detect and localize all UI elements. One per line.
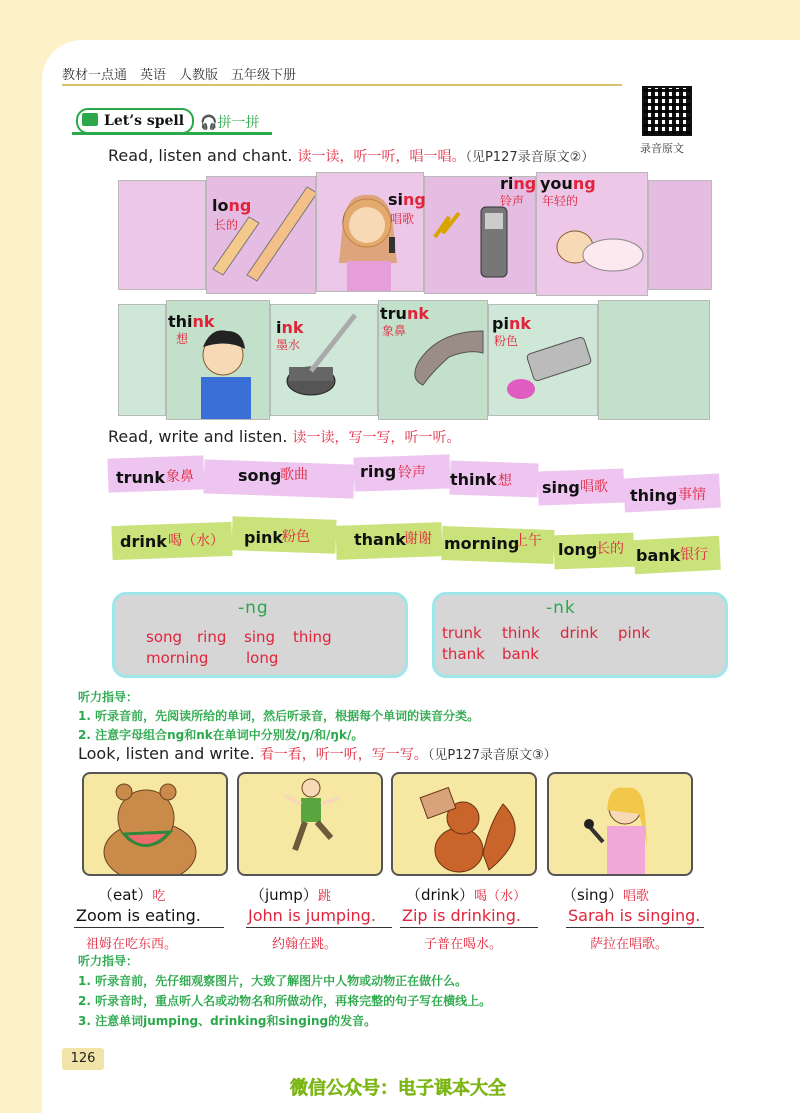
tip-item: 2. 注意字母组合ng和nk在单词中分别发/ŋ/和/ŋk/。 xyxy=(78,728,364,742)
sort-word: thing xyxy=(293,628,332,646)
fold-panel xyxy=(118,180,206,290)
word-cn: 象鼻 xyxy=(166,469,194,485)
sort-word: sing xyxy=(244,628,276,646)
chant-cn: 年轻的 xyxy=(542,194,579,208)
squirrel-drinking-image xyxy=(393,774,535,874)
section-subtitle: 🎧拼一拼 xyxy=(200,115,260,131)
word-cn: 银行 xyxy=(680,547,708,563)
picture-squirrel-drinking xyxy=(391,772,537,876)
headphone-icon: 🎧 xyxy=(200,115,218,131)
sentence-cn: 萨拉在唱歌。 xyxy=(590,937,669,952)
sort-heading-nk: -nk xyxy=(546,598,576,618)
word-bank: bank xyxy=(636,546,681,565)
picture-girl-singing xyxy=(547,772,693,876)
fold-panel xyxy=(598,300,710,420)
chant-instruction: Read, listen and chant. 读一读，听一听，唱一唱。（见P127录音原文②） xyxy=(108,146,595,165)
fold-panel xyxy=(648,180,712,290)
section-title-badge xyxy=(76,108,194,134)
sort-word: morning xyxy=(146,649,209,667)
verb-eat: （eat）吃 xyxy=(98,886,166,904)
tip-item: 1. 听录音前，先仔细观察图片，大致了解图片中人物或动物正在做什么。 xyxy=(78,974,468,988)
bear-eating-image xyxy=(84,774,226,874)
word-cn: 想 xyxy=(498,473,512,489)
picture-boy-jumping xyxy=(237,772,383,876)
word-cn: 长的 xyxy=(596,541,624,557)
chant-cn: 长的 xyxy=(214,218,239,232)
answer-line-3[interactable]: Zip is drinking. xyxy=(400,906,538,928)
girl-singing-mic-image xyxy=(549,774,691,874)
chant-cn: 想 xyxy=(176,332,189,346)
tip-item: 3. 注意单词jumping、drinking和singing的发音。 xyxy=(78,1014,377,1028)
word-pink: pink xyxy=(244,528,283,547)
header-rule xyxy=(62,84,622,86)
look-instruction: Look, listen and write. 看一看，听一听，写一写。（见P127录音原文③） xyxy=(78,744,557,763)
word-thing: thing xyxy=(630,486,678,505)
fold-panel xyxy=(118,304,166,416)
section-title: Let’s spell xyxy=(104,113,185,129)
chant-word-pink: pink xyxy=(492,314,531,333)
verb-drink: （drink）喝（水） xyxy=(406,886,527,904)
word-long: long xyxy=(558,540,598,559)
fold-panel xyxy=(206,176,316,294)
word-cn: 喝（水） xyxy=(168,533,224,549)
word-cn: 铃声 xyxy=(398,465,426,481)
chant-cn: 象鼻 xyxy=(382,324,407,338)
sentence-cn: 祖姆在吃东西。 xyxy=(86,937,178,952)
chant-word-long: long xyxy=(212,196,252,215)
sort-word: bank xyxy=(502,645,539,663)
word-cn: 谢谢 xyxy=(404,531,432,547)
tip-item: 2. 听录音时，重点听人名或动物名和所做动作，再将完整的句子写在横线上。 xyxy=(78,994,492,1008)
qr-label: 录音原文 xyxy=(640,142,684,155)
word-trunk: trunk xyxy=(116,468,165,487)
tips-title: 听力指导： xyxy=(78,954,139,968)
tips-title: 听力指导： xyxy=(78,690,139,704)
chant-cn: 铃声 xyxy=(500,194,525,208)
word-sing: sing xyxy=(542,478,580,497)
verb-jump: （jump）跳 xyxy=(250,886,331,904)
tip-item: 1. 听录音前，先阅读所给的单词，然后听录音，根据每个单词的读音分类。 xyxy=(78,709,480,723)
sort-word: drink xyxy=(560,624,599,642)
footer-watermark: 微信公众号：电子课本大全 xyxy=(290,1078,506,1099)
chant-cn: 粉色 xyxy=(494,334,519,348)
chant-word-ring: ring xyxy=(500,174,537,193)
picture-bear-eating xyxy=(82,772,228,876)
word-cn: 上午 xyxy=(514,533,542,549)
word-song: song xyxy=(238,466,282,485)
book-icon xyxy=(82,113,98,126)
sort-heading-ng: -ng xyxy=(238,598,269,618)
qr-code-icon[interactable] xyxy=(642,86,692,136)
answer-line-4[interactable]: Sarah is singing. xyxy=(566,906,704,928)
sort-word: trunk xyxy=(442,624,482,642)
word-morning: morning xyxy=(444,534,520,553)
chant-word-sing: sing xyxy=(388,190,426,209)
boy-jumping-image xyxy=(239,774,381,874)
chant-word-think: think xyxy=(168,312,215,331)
book-header: 教材一点通 英语 人教版 五年级下册 xyxy=(62,68,297,83)
word-ring: ring xyxy=(360,462,397,481)
write-instruction: Read, write and listen. 读一读，写一写，听一听。 xyxy=(108,427,461,446)
chant-word-young: young xyxy=(540,174,596,193)
word-think: think xyxy=(450,470,497,489)
word-cn: 粉色 xyxy=(282,529,310,545)
word-cn: 事情 xyxy=(678,487,706,503)
sort-word: song xyxy=(146,628,183,646)
chant-word-ink: ink xyxy=(276,318,304,337)
answer-line-1[interactable]: Zoom is eating. xyxy=(74,906,224,928)
word-thank: thank xyxy=(354,530,406,549)
page-number: 126 xyxy=(62,1048,104,1070)
ruler-image xyxy=(207,177,315,293)
sort-word: thank xyxy=(442,645,485,663)
sort-word: think xyxy=(502,624,540,642)
sentence-cn: 子普在喝水。 xyxy=(424,937,503,952)
chant-word-trunk: trunk xyxy=(380,304,429,323)
chant-cn: 唱歌 xyxy=(390,212,415,226)
word-cn: 歌曲 xyxy=(280,467,308,483)
sort-word: pink xyxy=(618,624,650,642)
sort-word: long xyxy=(246,649,279,667)
sentence-cn: 约翰在跳。 xyxy=(272,937,338,952)
word-cn: 唱歌 xyxy=(580,479,608,495)
answer-line-2[interactable]: John is jumping. xyxy=(246,906,392,928)
verb-sing: （sing）唱歌 xyxy=(562,886,650,904)
chant-cn: 墨水 xyxy=(276,338,301,352)
sort-word: ring xyxy=(197,628,227,646)
word-drink: drink xyxy=(120,532,167,551)
